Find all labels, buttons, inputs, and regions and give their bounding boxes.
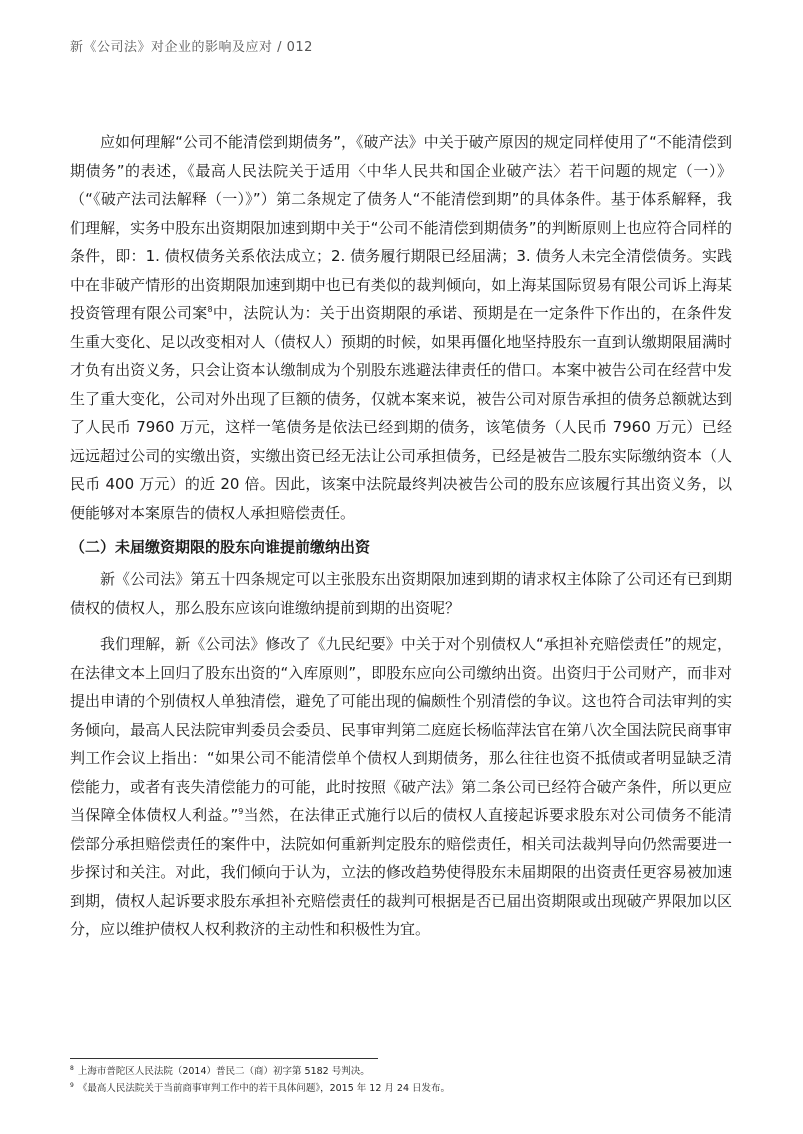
body-text: [70, 128, 732, 944]
paragraph-1-part-a: 应如何理解“公司不能清偿到期债务”，《破产法》中关于破产原因的规定同样使用了“不能清偿到期债务”的表述，《最高人民法院关于适用〈中华人民共和国企业破产法〉若干问题的规定（一）》（“《破产法司法解释（一）》”）第二条规定了债务人“不能清偿到期”的具体条件。基于体系解释，我们理解，实务中股东出资期限加速到期中关于“公司不能清偿到期债务”的判断原则上也应符合同样的条件，即：1. 债权债务关系依法成立；2. 债务履行期限已经届满；3. 债务人未完全清偿债务。实践中在非破产情形的出资期限加速到期中也已有类似的裁判倾向，如上海某国际贸易有限公司诉上海某投资管理有限公司案: [70, 133, 732, 322]
paragraph-3-part-a: 我们理解，新《公司法》修改了《九民纪要》中关于对个别债权人“承担补充赔偿责任”的规定，在法律文本上回归了股东出资的“入库原则”，即股东应向公司缴纳出资。出资归于公司财产，而非对提出申请的个别债权人单独清偿，避免了可能出现的偏颇性个别清偿的争议。这也符合司法审判的实务倾向，最高人民法院审判委员会委员、民事审判第二庭庭长杨临萍法官在第八次全国法院民商事审判工作会议上指出：“如果公司不能清偿单个债权人到期债务，那么往往也资不抵债或者明显缺乏清偿能力，或者有丧失清偿能力的可能，此时按照《破产法》第二条公司已经符合破产条件，所以更应当保障全体债权人利益。”: [70, 635, 732, 824]
paragraph-1: [70, 128, 732, 527]
paragraph-2: 新《公司法》第五十四条规定可以主张股东出资期限加速到期的请求权主体除了公司还有已到期债权的债权人，那么股东应该向谁缴纳提前到期的出资呢？: [70, 570, 732, 617]
footnote-text: 《最高人民法院关于当前商事审判工作中的若干具体问题》，2015 年 12 月 24 日发布。: [77, 1083, 451, 1094]
section-heading: （二）未届缴资期限的股东向谁提前缴纳出资: [70, 538, 371, 556]
footnote-divider: [70, 1058, 378, 1059]
paragraph-3: [70, 630, 732, 944]
footnote-8: [70, 1063, 732, 1080]
footnote-ref-8[interactable]: 8: [207, 305, 213, 314]
footnote-9: [70, 1080, 732, 1097]
footnote-ref-9[interactable]: 9: [238, 807, 244, 816]
running-header: 新《公司法》对企业的影响及应对 / 012: [70, 40, 313, 55]
paragraph-3-part-b: 当然，在法律正式施行以后的债权人直接起诉要求股东对公司债务不能清偿部分承担赔偿责任的案件中，法院如何重新判定股东的赔偿责任，相关司法裁判导向仍然需要进一步探讨和关注。对此，我们倾向于认为，立法的修改趋势使得股东未届期限的出资责任更容易被加速到期，债权人起诉要求股东承担补充赔偿责任的裁判可根据是否已届出资期限或出现破产界限加以区分，应以维护债权人权利救济的主动性和积极性为宜。: [70, 806, 732, 938]
paragraph-1-part-b: 中，法院认为：关于出资期限的承诺、预期是在一定条件下作出的，在条件发生重大变化、足以改变相对人（债权人）预期的时候，如果再僵化地坚持股东一直到认缴期限届满时才负有出资义务，只会让资本认缴制成为个别股东逃避法律责任的借口。本案中被告公司在经营中发生了重大变化，公司对外出现了巨额的债务，仅就本案来说，被告公司对原告承担的债务总额就达到了人民币 7960 万元，这样一笔债务是依法已经到期的债务，该笔债务（人民币 7960 万元）已经远远超过公司的实缴出资，实缴出资已经无法让公司承担债务，已经是被告二股东实际缴纳资本（人民币 400 万元）的近 20 倍。因此，该案中法院最终判决被告公司的股东应该履行其出资义务，以便能够对本案原告的债权人承担赔偿责任。: [70, 304, 732, 522]
footnote-number: 8: [70, 1064, 74, 1072]
footnote-text: 上海市普陀区人民法院（2014）普民二（商）初字第 5182 号判决。: [77, 1066, 370, 1077]
footnote-number: 9: [70, 1081, 74, 1089]
footnotes: [70, 1063, 732, 1097]
